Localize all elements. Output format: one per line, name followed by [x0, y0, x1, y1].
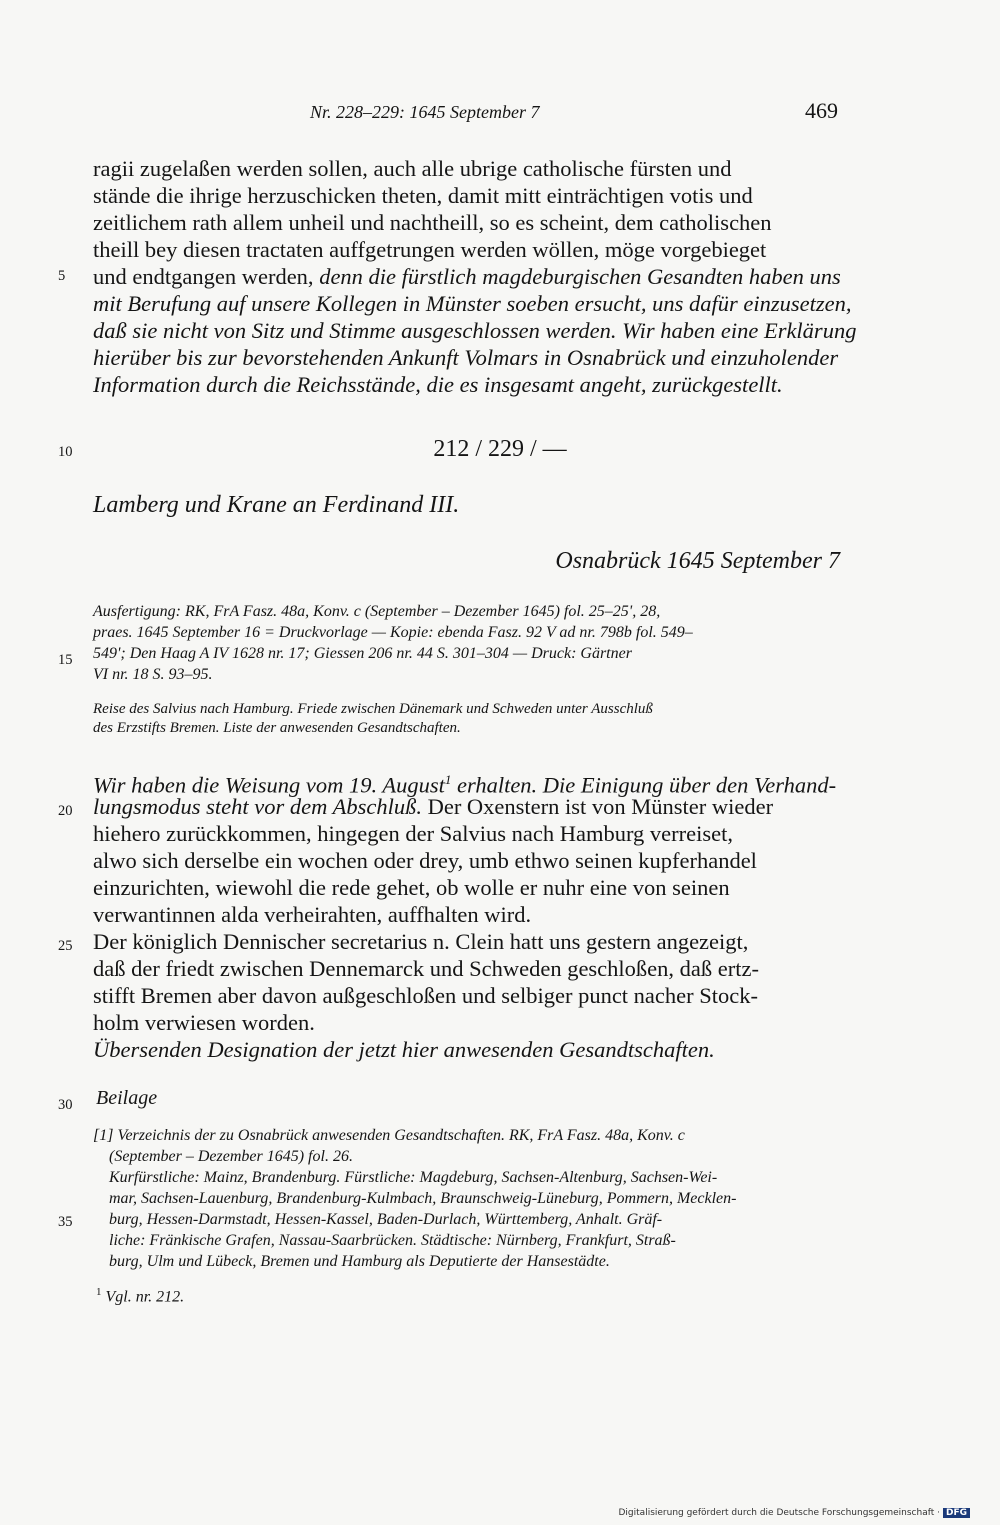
- apparatus-line: Ausfertigung: RK, FrA Fasz. 48a, Konv. c (September – Dezember 1645) fol. 25–25', 28,: [93, 603, 661, 620]
- beilage-line: Kurfürstliche: Mainz, Brandenburg. Fürstliche: Magdeburg, Sachsen-Altenburg, Sachsen-Wei-: [109, 1169, 718, 1186]
- beilage-line: mar, Sachsen-Lauenburg, Brandenburg-Kulmbach, Braunschweig-Lüneburg, Pommern, Mecklen-: [109, 1190, 737, 1207]
- text-segment: Wir haben die Weisung vom 19. August: [93, 772, 445, 798]
- digitization-credit: [619, 1508, 971, 1518]
- text-line: Übersenden Designation der jetzt hier anwesenden Gesandtschaften.: [93, 1037, 715, 1062]
- text-segment: und endtgangen werden,: [93, 264, 314, 289]
- beilage-line: burg, Hessen-Darmstadt, Hessen-Kassel, Baden-Durlach, Württemberg, Anhalt. Gräf-: [109, 1211, 663, 1228]
- apparatus-line: VI nr. 18 S. 93–95.: [93, 666, 213, 683]
- beilage-line: burg, Ulm und Lübeck, Bremen und Hamburg als Deputierte der Hansestädte.: [109, 1253, 610, 1270]
- text-line: holm verwiesen worden.: [93, 1010, 315, 1035]
- document-number: 212 / 229 / —: [433, 436, 567, 462]
- text-line: mit Berufung auf unsere Kollegen in Münster soeben ersucht, uns dafür einzusetzen,: [93, 291, 852, 316]
- footnote-text: Vgl. nr. 212.: [105, 1288, 185, 1306]
- text-line: einzurichten, wiewohl die rede gehet, ob wolle er nuhr eine von seinen: [93, 875, 730, 900]
- text-line: daß der friedt zwischen Dennemarck und Schweden geschloßen, daß ertz-: [93, 956, 759, 981]
- credit-text: Digitalisierung gefördert durch die Deutsche Forschungsgemeinschaft ·: [618, 1508, 940, 1518]
- text-line: theill bey diesen tractaten auffgetrungen werden wöllen, möge vorgebieget: [93, 237, 767, 262]
- regest-line: Reise des Salvius nach Hamburg. Friede zwischen Dänemark und Schweden unter Ausschluß: [93, 701, 653, 717]
- page-number: 469: [805, 98, 838, 123]
- footnote-mark: 1: [96, 1286, 102, 1298]
- footnote: [96, 1282, 184, 1307]
- text-line: verwantinnen alda verheirahten, auffhalten wird.: [93, 902, 532, 927]
- text-line: stände die ihrige herzuschicken theten, damit mitt einträchtigen votis und: [93, 183, 753, 208]
- apparatus-line: 549'; Den Haag A IV 1628 nr. 17; Giessen 206 nr. 44 S. 301–304 — Druck: Gärtner: [93, 645, 632, 662]
- footnote-reference: 1: [444, 772, 452, 787]
- text-line: ragii zugelaßen werden sollen, auch alle ubrige catholische fürsten und: [93, 156, 732, 181]
- text-line: Information durch die Reichsstände, die es insgesamt angeht, zurückgestellt.: [93, 372, 783, 397]
- text-segment: erhalten. Die Einigung über den Verhand-: [451, 772, 837, 798]
- text-line: hiehero zurückkommen, hingegen der Salvius nach Hamburg verreiset,: [93, 821, 734, 846]
- beilage-line: [1] Verzeichnis der zu Osnabrück anwesenden Gesandtschaften. RK, FrA Fasz. 48a, Konv. c: [93, 1127, 685, 1144]
- line-number: 20: [58, 803, 73, 819]
- running-head: Nr. 228–229: 1645 September 7: [310, 102, 540, 122]
- document-title: Lamberg und Krane an Ferdinand III.: [93, 492, 460, 518]
- line-number: 15: [58, 652, 73, 668]
- line-number: 5: [58, 268, 66, 284]
- apparatus-line: praes. 1645 September 16 = Druckvorlage — Kopie: ebenda Fasz. 92 V ad nr. 798b fol. 549–: [93, 624, 693, 641]
- text-line: [93, 793, 773, 820]
- text-segment-italic: lungsmodus steht vor dem Abschluß.: [93, 794, 422, 819]
- line-number: 10: [58, 444, 73, 460]
- regest-line: des Erzstifts Bremen. Liste der anwesenden Gesandtschaften.: [93, 720, 461, 736]
- document-place-date: Osnabrück 1645 September 7: [555, 548, 840, 574]
- text-line: zeitlichem rath allem unheil und nachtheill, so es scheint, dem catholischen: [93, 210, 772, 235]
- text-line: stifft Bremen aber davon außgeschloßen und selbiger punct nacher Stock-: [93, 983, 759, 1008]
- text-line: hierüber bis zur bevorstehenden Ankunft Volmars in Osnabrück und einzuholender: [93, 345, 839, 370]
- text-line: Der königlich Dennischer secretarius n. Clein hatt uns gestern angezeigt,: [93, 929, 749, 954]
- dfg-logo: DFG: [943, 1508, 970, 1518]
- text-line: alwo sich derselbe ein wochen oder drey, umb ethwo seinen kupferhandel: [93, 848, 757, 873]
- text-segment-italic: denn die fürstlich magdeburgischen Gesandten haben uns: [313, 264, 841, 289]
- beilage-heading: Beilage: [96, 1087, 158, 1109]
- text-line: [93, 263, 841, 290]
- beilage-line: liche: Fränkische Grafen, Nassau-Saarbrücken. Städtische: Nürnberg, Frankfurt, Straß-: [109, 1232, 676, 1249]
- line-number: 30: [58, 1097, 73, 1113]
- beilage-line: (September – Dezember 1645) fol. 26.: [109, 1148, 353, 1165]
- text-segment: Der Oxenstern ist von Münster wieder: [421, 794, 774, 819]
- line-number: 25: [58, 938, 73, 954]
- line-number: 35: [58, 1214, 73, 1230]
- text-line: daß sie nicht von Sitz und Stimme ausgeschlossen werden. Wir haben eine Erklärung: [93, 318, 857, 343]
